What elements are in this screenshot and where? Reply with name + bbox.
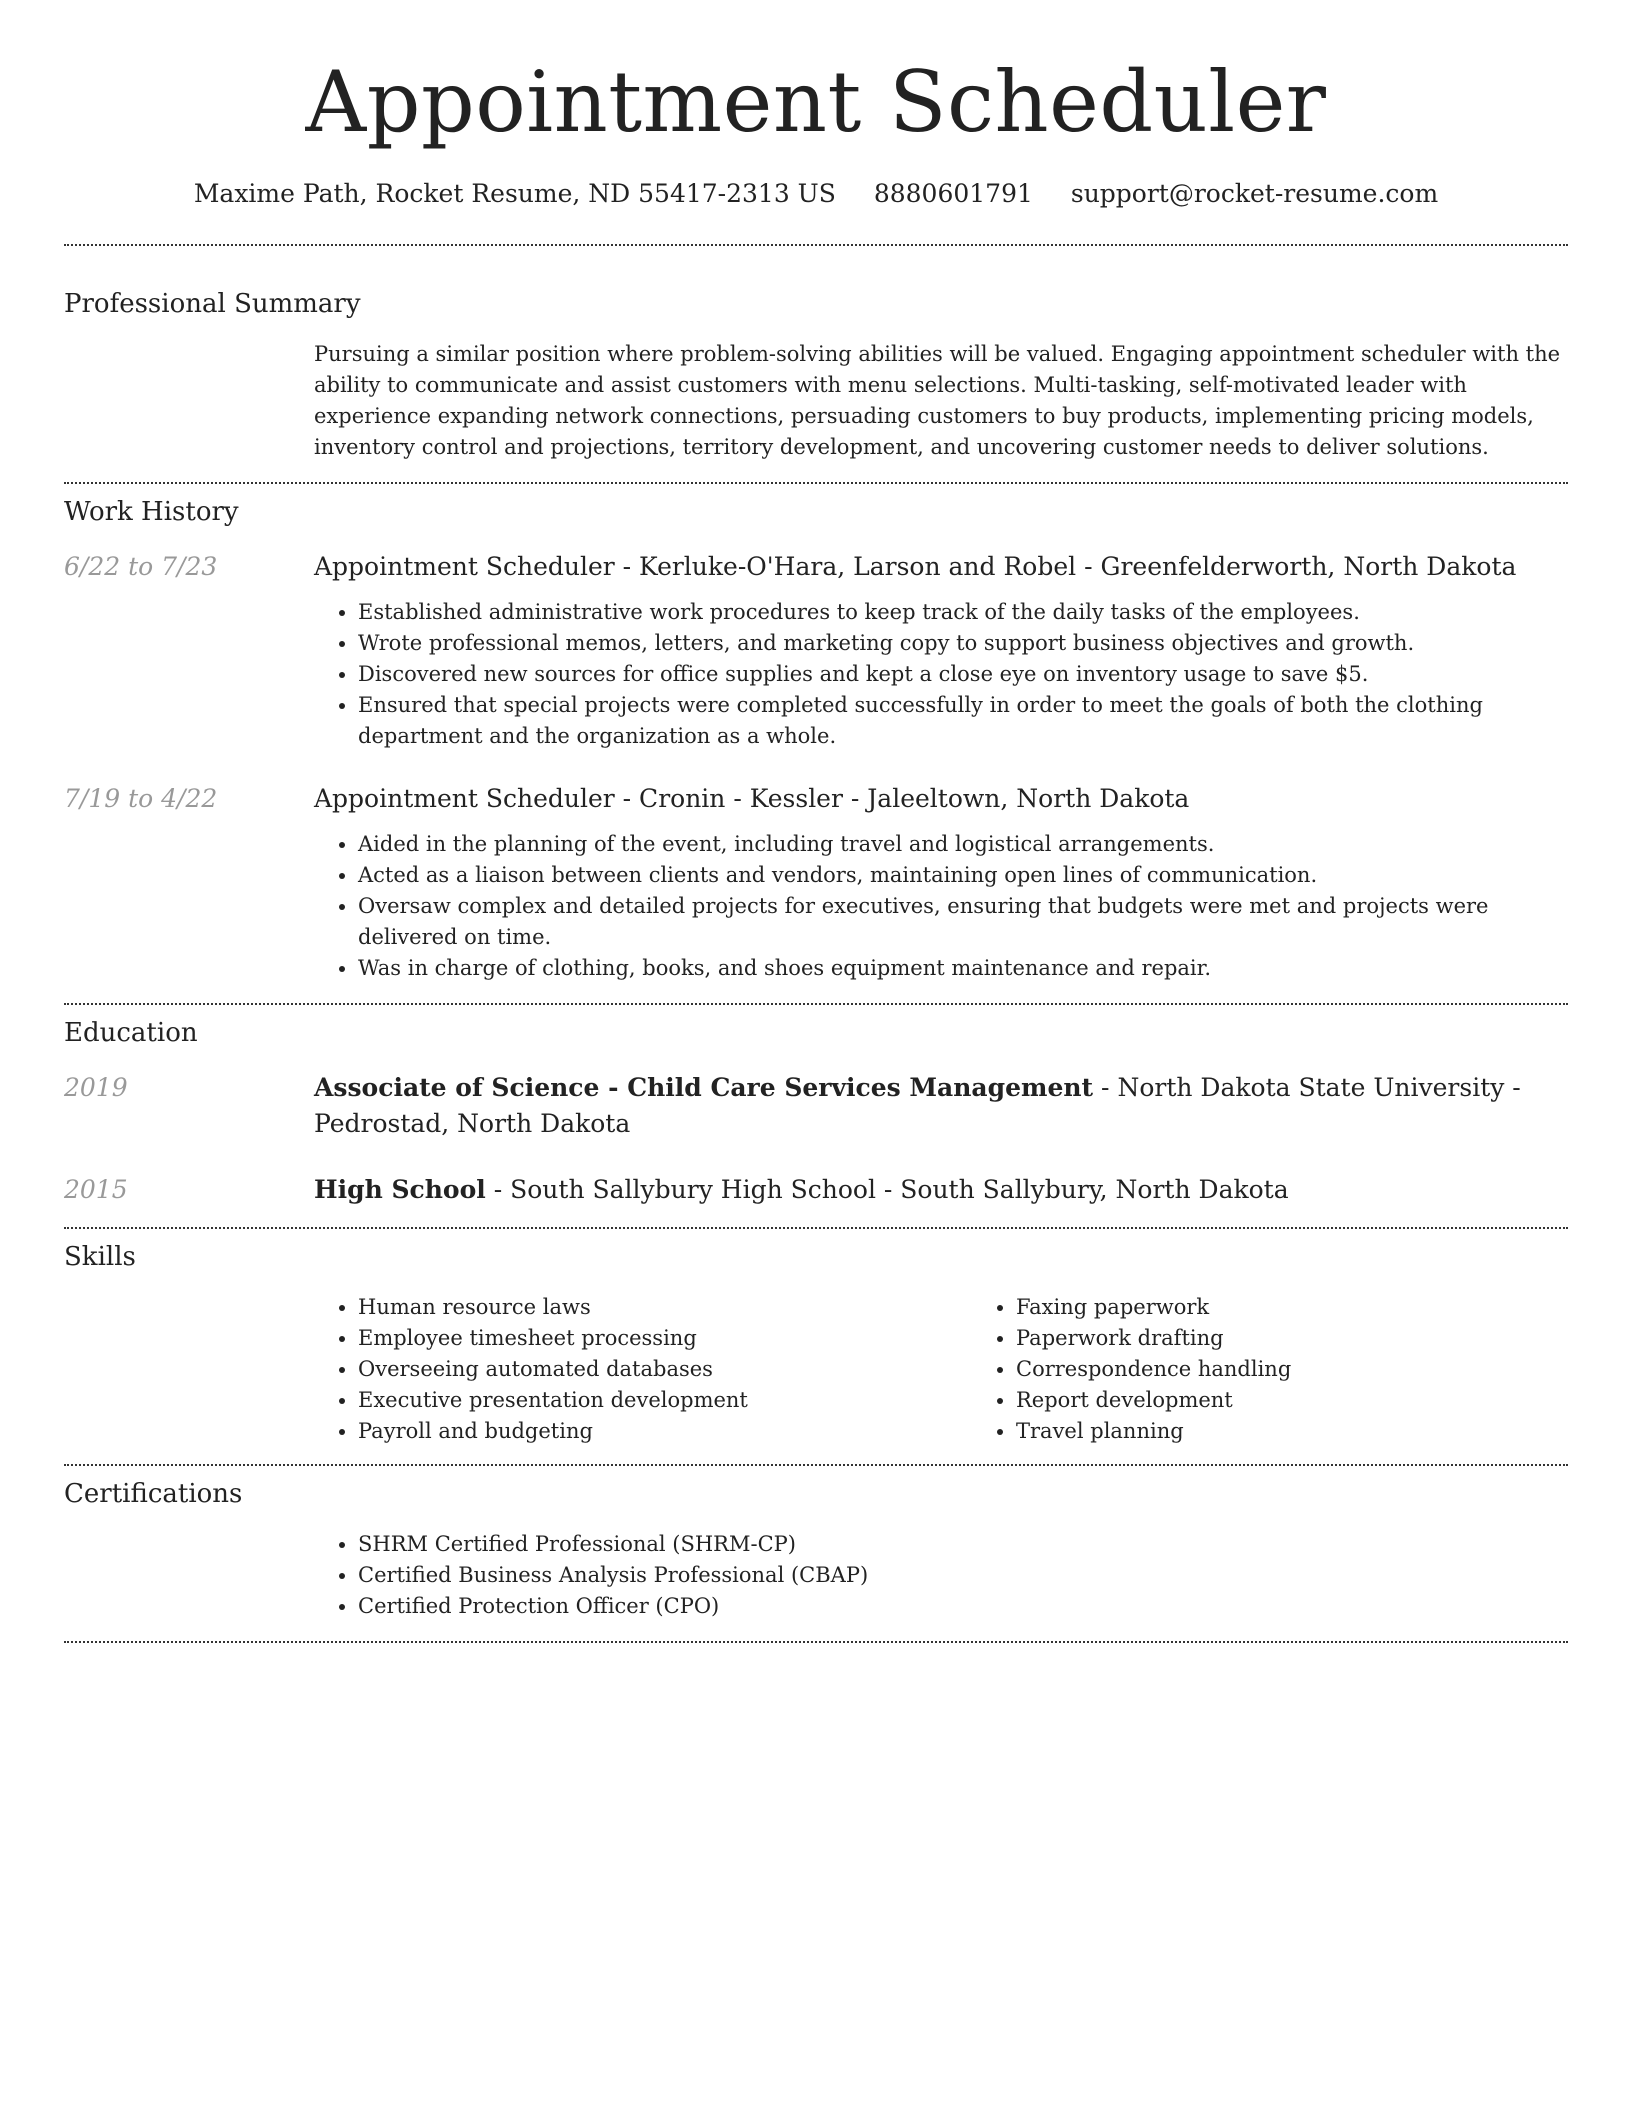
education-year: 2019 [64, 1073, 128, 1102]
divider [64, 1227, 1568, 1229]
contact-phone: 8880601791 [873, 179, 1033, 208]
skills-row [64, 1292, 1568, 1447]
resume-name: Appointment Scheduler [305, 53, 1327, 151]
divider [64, 482, 1568, 484]
job-entry [64, 781, 1568, 984]
certification-item: • Certified Protection Officer (CPO) [358, 1591, 1568, 1622]
summary-heading: Professional Summary [64, 289, 361, 319]
divider [64, 244, 1568, 246]
education-heading: Education [64, 1018, 198, 1048]
job-bullet: • Aided in the planning of the event, including travel and logistical arrangements. [358, 829, 1568, 860]
job-bullet: • Acted as a liaison between clients and vendors, maintaining open lines of communication. [358, 860, 1568, 891]
job-dates: 7/19 to 4/22 [64, 784, 218, 813]
skill-item: • Travel planning [1016, 1416, 1630, 1447]
certification-item: • Certified Business Analysis Professional (CBAP) [358, 1560, 1568, 1591]
contact-address: Maxime Path, Rocket Resume, ND 55417-2313 US [193, 179, 836, 208]
education-details: - North Dakota State University - Pedrostad, North Dakota [314, 1073, 1521, 1138]
skill-item: • Employee timesheet processing [358, 1323, 972, 1354]
summary-row [64, 339, 1568, 463]
job-bullets [314, 829, 1568, 984]
skills-heading: Skills [64, 1242, 136, 1272]
education-year: 2015 [64, 1175, 128, 1204]
skills-list-right [972, 1292, 1630, 1447]
resume-page [64, 0, 1568, 1643]
job-bullet: • Was in charge of clothing, books, and shoes equipment maintenance and repair. [358, 953, 1568, 984]
skills-list-left [314, 1292, 972, 1447]
skill-item: • Executive presentation development [358, 1385, 972, 1416]
job-bullet: • Oversaw complex and detailed projects for executives, ensuring that budgets were met and projects were delivered on time. [358, 891, 1568, 953]
education-entry [64, 1070, 1568, 1142]
skill-item: • Human resource laws [358, 1292, 972, 1323]
skill-item: • Payroll and budgeting [358, 1416, 972, 1447]
skill-item: • Report development [1016, 1385, 1630, 1416]
job-dates: 6/22 to 7/23 [64, 552, 218, 581]
job-bullet: • Established administrative work procedures to keep track of the daily tasks of the employees. [358, 597, 1568, 628]
divider [64, 1464, 1568, 1466]
summary-text: Pursuing a similar position where problem-solving abilities will be valued. Engaging appointment scheduler with the ability to communicate and assist customers with menu selections. Multi-tasking, self-motivated leader with experience expanding network connections, persuading customers to buy products, implementing pricing models, inventory control and projections, territory development, and uncovering customer needs to deliver solutions. [314, 342, 1561, 459]
certifications-row [64, 1529, 1568, 1622]
skill-item: • Overseeing automated databases [358, 1354, 972, 1385]
divider [64, 1641, 1568, 1643]
skill-item: • Correspondence handling [1016, 1354, 1630, 1385]
skill-item: • Faxing paperwork [1016, 1292, 1630, 1323]
education-degree: Associate of Science - Child Care Services Management [314, 1073, 1094, 1102]
certifications-heading: Certifications [64, 1479, 243, 1509]
education-entry [64, 1172, 1568, 1208]
certification-item: • SHRM Certified Professional (SHRM-CP) [358, 1529, 1568, 1560]
contact-line [64, 178, 1568, 210]
job-bullet: • Wrote professional memos, letters, and marketing copy to support business objectives and growth. [358, 628, 1568, 659]
job-bullet: • Ensured that special projects were completed successfully in order to meet the goals of both the clothing department and the organization as a whole. [358, 690, 1568, 752]
education-details: - South Sallybury High School - South Sallybury, North Dakota [485, 1175, 1289, 1204]
skill-item: • Paperwork drafting [1016, 1323, 1630, 1354]
work-heading: Work History [64, 497, 239, 527]
divider [64, 1003, 1568, 1005]
job-heading: Appointment Scheduler - Kerluke-O'Hara, Larson and Robel - Greenfelderworth, North Dakota [314, 552, 1517, 581]
job-bullet: • Discovered new sources for office supplies and kept a close eye on inventory usage to save $5. [358, 659, 1568, 690]
job-heading: Appointment Scheduler - Cronin - Kessler - Jaleeltown, North Dakota [314, 784, 1190, 813]
job-entry [64, 549, 1568, 752]
education-degree: High School [314, 1175, 486, 1204]
job-bullets [314, 597, 1568, 752]
certifications-list [314, 1529, 1568, 1622]
contact-email: support@rocket-resume.com [1070, 179, 1439, 208]
